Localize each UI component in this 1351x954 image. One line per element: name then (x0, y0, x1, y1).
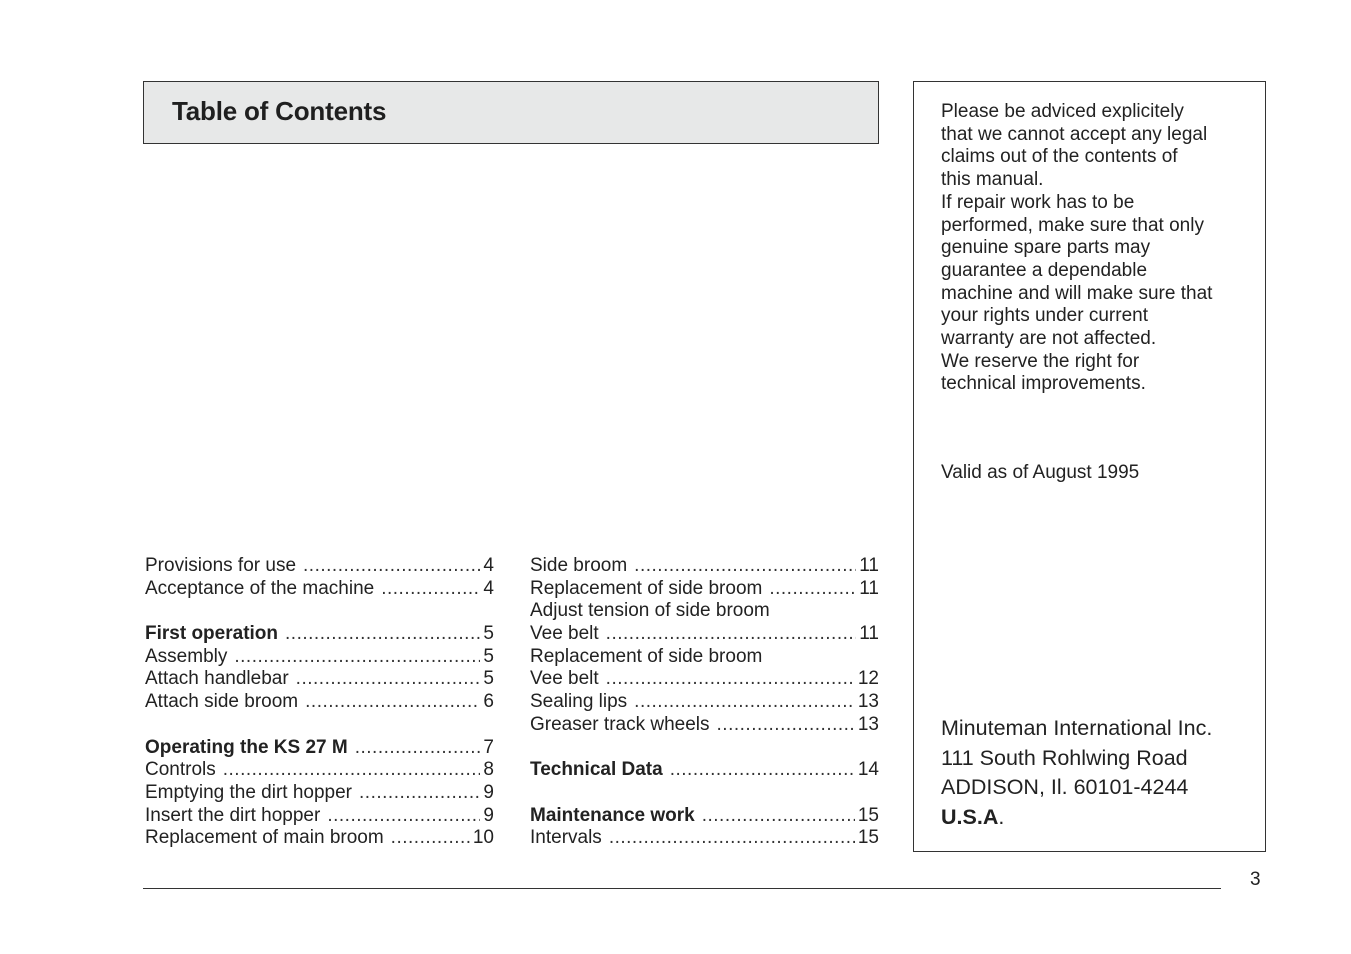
disclaimer-line: genuine spare parts may (941, 237, 1151, 259)
toc-dot-leader (670, 759, 855, 782)
footer-divider (143, 888, 1221, 889)
disclaimer-line: that we cannot accept any legal (941, 123, 1208, 145)
toc-dot-leader (359, 782, 480, 805)
page-title: Table of Contents (172, 96, 387, 126)
toc-entry-title: Replacement of side broom (530, 645, 763, 667)
toc-spacer (145, 714, 494, 737)
disclaimer-line: machine and will make sure that (941, 282, 1213, 304)
toc-entry-title: Controls (145, 759, 216, 781)
toc-entry-title: Side broom (530, 555, 628, 576)
toc-spacer (530, 782, 879, 805)
toc-dot-leader (285, 623, 480, 646)
toc-entry-page: 5 (483, 668, 494, 690)
toc-entry-page: 14 (857, 759, 879, 781)
toc-entry-title: Insert the dirt hopper (145, 804, 321, 826)
toc-spacer (145, 600, 494, 623)
toc-entry-title: Vee belt (530, 668, 599, 690)
toc-entry (530, 578, 879, 601)
toc-entry-title: Replacement of side broom (530, 577, 763, 599)
toc-entry-title: Provisions for use (145, 555, 297, 576)
toc-dot-leader (303, 555, 480, 578)
disclaimer-line: technical improvements. (941, 373, 1146, 395)
page-number: 3 (1250, 869, 1261, 890)
toc-entry-page: 8 (483, 759, 494, 781)
disclaimer-line: your rights under current (941, 305, 1148, 327)
disclaimer-line: claims out of the contents of (941, 146, 1178, 168)
toc-dot-leader (634, 555, 856, 578)
country-name: U.S.A (941, 804, 999, 829)
city-address: ADDISON, Il. 60101-4244 (941, 775, 1189, 799)
toc-dot-leader (717, 714, 855, 737)
country-suffix: . (998, 804, 1005, 829)
toc-entry-page: 13 (857, 691, 879, 713)
toc-entry (145, 691, 494, 714)
toc-entry-title: Attach side broom (145, 691, 299, 713)
toc-entry-page: 11 (859, 555, 879, 576)
toc-dot-leader (391, 827, 470, 850)
disclaimer-line: guarantee a dependable (941, 259, 1148, 281)
company-name: Minuteman International Inc. (941, 716, 1213, 740)
toc-dot-leader (223, 759, 481, 782)
toc-entry (530, 600, 879, 623)
toc-entry-title: Attach handlebar (145, 668, 289, 690)
toc-dot-leader (634, 691, 855, 714)
toc-dot-leader (305, 691, 480, 714)
toc-entry-title: Technical Data (530, 759, 663, 781)
company-address (941, 714, 1212, 832)
toc-dot-leader (296, 668, 481, 691)
toc-spacer (530, 737, 879, 760)
toc-entry-page: 12 (857, 668, 879, 690)
toc-entry (530, 805, 879, 828)
toc-entry (145, 623, 494, 646)
country-line (941, 803, 1212, 833)
toc-dot-leader (355, 737, 481, 760)
disclaimer-line: performed, make sure that only (941, 214, 1204, 236)
toc-entry (530, 668, 879, 691)
toc-dot-leader (606, 623, 857, 646)
street-address: 111 South Rohlwing Road (941, 745, 1188, 770)
toc-entry (530, 759, 879, 782)
toc-entry-page: 15 (857, 827, 879, 849)
disclaimer-line: warranty are not affected. (941, 328, 1157, 350)
toc-entry-title: Replacement of main broom (145, 827, 384, 849)
toc-entry-title: Operating the KS 27 M (145, 736, 348, 758)
disclaimer-line: Please be adviced explicitely (941, 101, 1184, 122)
toc-column-right (530, 555, 879, 850)
toc-entry-title: Vee belt (530, 623, 599, 645)
toc-entry-page: 10 (472, 827, 494, 849)
toc-entry-page: 9 (483, 781, 494, 803)
toc-entry (145, 646, 494, 669)
toc-entry-title: Intervals (530, 827, 602, 849)
toc-dot-leader (606, 668, 855, 691)
disclaimer-text (941, 101, 1256, 396)
toc-entry (145, 578, 494, 601)
toc-dot-leader (234, 646, 480, 669)
toc-entry (145, 759, 494, 782)
toc-entry (145, 827, 494, 850)
toc-entry-title: Greaser track wheels (530, 713, 710, 735)
toc-entry-title: First operation (145, 623, 279, 645)
toc-entry-page: 5 (483, 645, 494, 667)
toc-entry (145, 737, 494, 760)
toc-entry-title: Sealing lips (530, 691, 628, 713)
toc-entry-page: 6 (483, 691, 494, 713)
toc-column-left (145, 555, 494, 850)
toc-dot-leader (769, 578, 856, 601)
toc-dot-leader (381, 578, 480, 601)
toc-entry (530, 555, 879, 578)
toc-entry (530, 623, 879, 646)
toc-entry-title: Acceptance of the machine (145, 577, 375, 599)
toc-entry (145, 555, 494, 578)
toc-entry-title: Adjust tension of side broom (530, 600, 770, 622)
toc-entry-page: 5 (483, 623, 494, 645)
disclaimer-line: We reserve the right for (941, 350, 1140, 372)
toc-entry-page: 4 (483, 555, 494, 576)
toc-entry (145, 782, 494, 805)
toc-entry-page: 11 (859, 577, 879, 599)
toc-entry-page: 7 (483, 736, 494, 758)
toc-entry-title: Emptying the dirt hopper (145, 781, 353, 803)
toc-entry-page: 15 (857, 804, 879, 826)
disclaimer-line: this manual. (941, 169, 1044, 191)
valid-date: Valid as of August 1995 (941, 462, 1140, 483)
toc-entry-page: 4 (483, 577, 494, 599)
toc-entry (145, 668, 494, 691)
toc-entry-page: 11 (859, 623, 879, 645)
toc-dot-leader (609, 827, 855, 850)
toc-dot-leader (327, 805, 480, 828)
disclaimer-line: If repair work has to be (941, 191, 1135, 213)
toc-dot-leader (702, 805, 855, 828)
toc-entry (530, 691, 879, 714)
toc-entry (530, 827, 879, 850)
toc-entry (530, 714, 879, 737)
toc-header-box (143, 81, 879, 144)
toc-entry-page: 9 (483, 804, 494, 826)
toc-entry (145, 805, 494, 828)
toc-entry-title: Maintenance work (530, 804, 695, 826)
toc-entry-page: 13 (857, 713, 879, 735)
toc-entry (530, 646, 879, 669)
info-sidebar (913, 81, 1266, 852)
toc-entry-title: Assembly (145, 645, 228, 667)
